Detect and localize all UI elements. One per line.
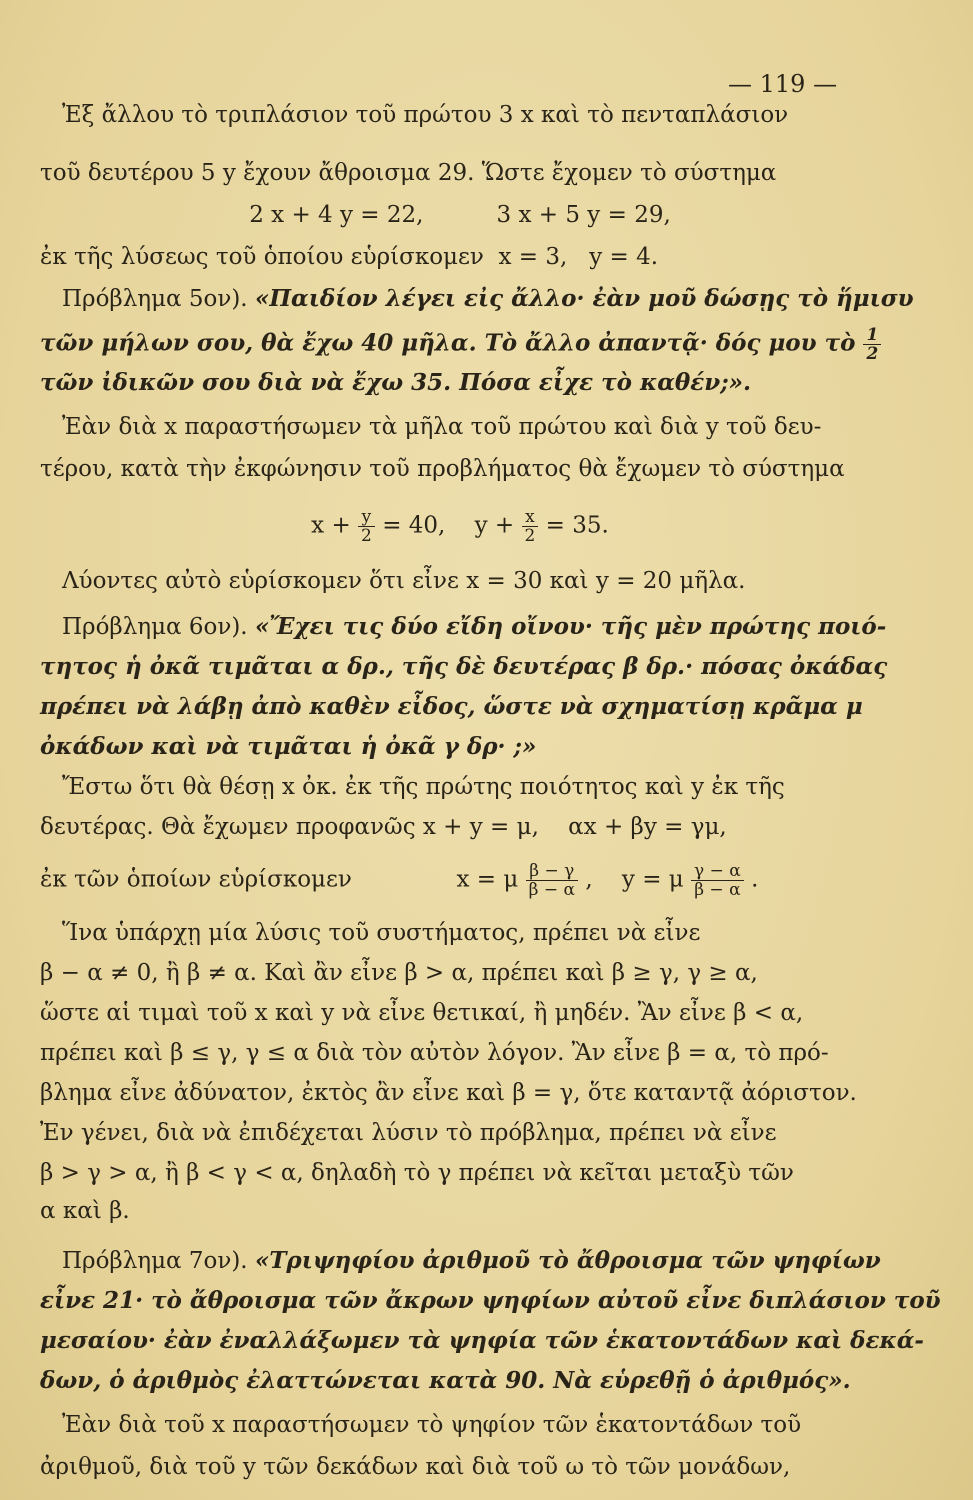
problem-5-line xyxy=(62,284,914,314)
page-number: — 119 — xyxy=(728,70,838,98)
fraction xyxy=(526,862,578,899)
text-line: ἀριθμοῦ, διὰ τοῦ y τῶν δεκάδων καὶ διὰ τοῦ ω τὸ τῶν μονάδων, xyxy=(40,1454,791,1480)
fraction xyxy=(522,508,539,545)
eq-part: y = μ xyxy=(621,866,684,893)
problem-text: δων, ὁ ἀριθμὸς ἐλαττώνεται κατὰ 90. Νὰ εὑρεθῇ ὁ ἀριθμός». xyxy=(40,1367,851,1394)
text-line: β > γ > α, ἢ β < γ < α, δηλαδὴ τὸ γ πρέπει νὰ κεῖται μεταξὺ τῶν xyxy=(40,1160,794,1186)
problem-text: «Ἔχει τις δύο εἴδη οἴνου· τῆς μὲν πρώτης ποιό- xyxy=(254,613,887,640)
text-part: ἐκ τῶν ὁποίων εὑρίσκομεν xyxy=(40,866,352,893)
text-line: Λύοντες αὐτὸ εὑρίσκομεν ὅτι εἶνε x = 30 καὶ y = 20 μῆλα. xyxy=(62,568,746,594)
problem-text: «Τριψηφίου ἀριθμοῦ τὸ ἄθροισμα τῶν ψηφίων xyxy=(254,1247,881,1274)
fraction-half xyxy=(863,326,881,363)
text-line: Ἔστω ὅτι θὰ θέσῃ x ὀκ. ἐκ τῆς πρώτης ποιότητος καὶ y ἐκ τῆς xyxy=(62,774,785,800)
problem-text: τῶν ἰδικῶν σου διὰ νὰ ἔχω 35. Πόσα εἶχε τὸ καθέν;». xyxy=(40,369,752,396)
problem-label: Πρόβλημα 6ον). xyxy=(62,614,248,640)
fraction-numerator: x xyxy=(522,508,539,527)
text-line: τοῦ δευτέρου 5 y ἔχουν ἄθροισμα 29. Ὥστε ἔχομεν τὸ σύστημα xyxy=(40,160,777,186)
text-line: Ἐὰν διὰ τοῦ x παραστήσωμεν τὸ ψηφίον τῶν ἑκατοντάδων τοῦ xyxy=(62,1412,802,1438)
eq-part: = 35. xyxy=(545,512,609,539)
equation-system-1 xyxy=(40,508,880,545)
text-line: τέρου, κατὰ τὴν ἐκφώνησιν τοῦ προβλήματος θὰ ἔχωμεν τὸ σύστημα xyxy=(40,456,845,482)
eq-part: = 40, xyxy=(382,512,446,539)
problem-text: εἶνε 21· τὸ ἄθροισμα τῶν ἄκρων ψηφίων αὐτοῦ εἶνε διπλάσιον τοῦ xyxy=(40,1287,941,1314)
problem-text: ὀκάδων καὶ νὰ τιμᾶται ἡ ὀκᾶ γ δρ· ;» xyxy=(40,733,537,760)
problem-text-part: τῶν μήλων σου, θὰ ἔχω 40 μῆλα. Τὸ ἄλλο ἀπαντᾷ· δός μου τὸ xyxy=(40,329,856,357)
problem-label: Πρόβλημα 5ον). xyxy=(62,286,248,312)
problem-text: μεσαίου· ἐὰν ἐναλλάξωμεν τὰ ψηφία τῶν ἑκατοντάδων καὶ δεκά- xyxy=(40,1327,924,1354)
problem-label: Πρόβλημα 7ον). xyxy=(62,1248,248,1274)
problem-6-line xyxy=(62,612,887,642)
eq-part: . xyxy=(751,866,759,893)
equation-line: 2 x + 4 y = 22, 3 x + 5 y = 29, xyxy=(249,202,671,228)
text-line: α καὶ β. xyxy=(40,1198,130,1224)
fraction-denominator: β − α xyxy=(694,880,741,900)
fraction-denominator: 2 xyxy=(361,526,372,546)
text-line: Ἐν γένει, διὰ νὰ ἐπιδέχεται λύσιν τὸ πρόβλημα, πρέπει νὰ εἶνε xyxy=(40,1120,777,1146)
text-line: β − α ≠ 0, ἢ β ≠ α. Καὶ ἂν εἶνε β > α, πρέπει καὶ β ≥ γ, γ ≥ α, xyxy=(40,960,758,986)
fraction-denominator: β − α xyxy=(528,880,576,900)
text-line: δευτέρας. Θὰ ἔχωμεν προφανῶς x + y = μ, αx + βy = γμ, xyxy=(40,814,727,840)
eq-part: y + xyxy=(474,512,515,539)
fraction xyxy=(691,862,744,899)
solution-line xyxy=(40,862,920,899)
fraction-numerator: β − γ xyxy=(526,862,578,881)
text-line: Ἐξ ἄλλου τὸ τριπλάσιον τοῦ πρώτου 3 x καὶ τὸ πενταπλάσιον xyxy=(62,102,789,128)
text-line: ὥστε αἱ τιμαὶ τοῦ x καὶ y νὰ εἶνε θετικαί, ἢ μηδέν. Ἂν εἶνε β < α, xyxy=(40,1000,804,1026)
text-line: βλημα εἶνε ἀδύνατον, ἐκτὸς ἂν εἶνε καὶ β = γ, ὅτε καταντᾷ ἀόριστον. xyxy=(40,1080,857,1106)
fraction xyxy=(358,508,375,545)
text-line: Ἵνα ὑπάρχῃ μία λύσις τοῦ συστήματος, πρέπει νὰ εἶνε xyxy=(62,920,701,946)
eq-part: , xyxy=(585,866,593,893)
problem-text: «Παιδίον λέγει εἰς ἄλλο· ἐὰν μοῦ δώσῃς τὸ ἥμισυ xyxy=(254,285,914,312)
eq-part: x + xyxy=(311,512,351,539)
problem-text: τητος ἡ ὀκᾶ τιμᾶται α δρ., τῆς δὲ δευτέρας β δρ.· πόσας ὀκάδας xyxy=(40,653,888,680)
fraction-numerator: γ − α xyxy=(691,862,744,881)
fraction-numerator: y xyxy=(358,508,375,527)
problem-text: πρέπει νὰ λάβῃ ἀπὸ καθὲν εἶδος, ὥστε νὰ σχηματίσῃ κρᾶμα μ xyxy=(40,693,863,720)
problem-7-line xyxy=(62,1246,881,1276)
text-line: πρέπει καὶ β ≤ γ, γ ≤ α διὰ τὸν αὐτὸν λόγον. Ἂν εἶνε β = α, τὸ πρό- xyxy=(40,1040,829,1066)
fraction-denominator: 2 xyxy=(866,344,879,364)
text-line: Ἐὰν διὰ x παραστήσωμεν τὰ μῆλα τοῦ πρώτου καὶ διὰ y τοῦ δευ- xyxy=(62,414,822,440)
fraction-denominator: 2 xyxy=(524,526,536,546)
text-line: ἐκ τῆς λύσεως τοῦ ὁποίου εὑρίσκομεν x = 3, y = 4. xyxy=(40,244,659,270)
fraction-numerator: 1 xyxy=(863,326,881,345)
problem-text xyxy=(40,325,879,364)
eq-part: x = μ xyxy=(456,866,519,893)
